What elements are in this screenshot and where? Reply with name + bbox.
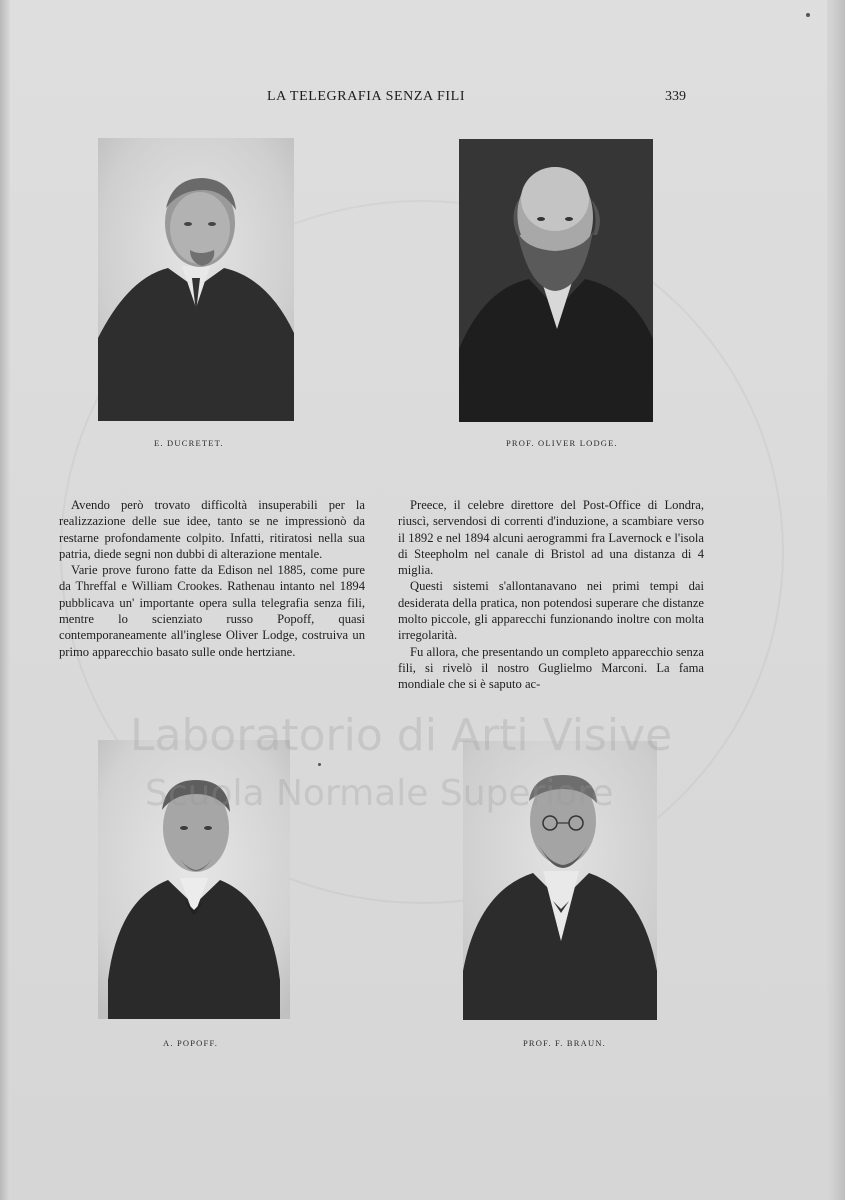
paragraph: Varie prove furono fatte da Edison nel 1885, come pure da Threffal e William Crookes. Rathenau intanto nel 1894 pubblicava un' importante opera sulla telegrafia senza fili, mentre lo scienziato russo Popoff, quasi contemporaneamente all'inglese Oliver Lodge, costruiva un primo apparecchio basato sulle onde hertziane. <box>59 563 365 659</box>
paragraph: Preece, il celebre direttore del Post-Office di Londra, riuscì, servendosi di correnti d'induzione, a scambiare verso il 1892 e nel 1894 alcuni aerogrammi fra Lavernock e l'isola di Steepholm nel canale di Bristol ad una distanza di 4 miglia. <box>398 498 704 578</box>
paper-speck <box>806 13 810 17</box>
portrait-ducretet <box>98 138 294 421</box>
paragraph: Fu allora, che presentando un completo apparecchio senza fili, si rivelò il nostro Guglielmo Marconi. La fama mondiale che si è saputo ac- <box>398 644 704 692</box>
caption-ducretet: E. DUCRETET. <box>154 438 224 448</box>
running-header-title: LA TELEGRAFIA SENZA FILI <box>267 89 466 104</box>
paragraph: Avendo però trovato difficoltà insuperabili per la realizzazione delle sue idee, tanto se ne impressionò da restarne profondamente colpito. Infatti, ritiratosi nella sua patria, diede segni non dubbi di alterazione mentale. <box>59 498 365 561</box>
caption-braun: PROF. F. BRAUN. <box>523 1038 607 1048</box>
watermark-text: Laboratorio di Arti Visive <box>130 710 673 761</box>
paper-speck <box>318 763 321 766</box>
text-column-left <box>59 497 365 660</box>
page-left-edge <box>0 0 10 1200</box>
text-column-right <box>398 497 704 693</box>
watermark-text: Scuola Normale Superiore <box>145 773 614 814</box>
caption-popoff: A. POPOFF. <box>163 1038 219 1048</box>
page-right-edge <box>827 0 845 1200</box>
portrait-lodge <box>459 139 653 422</box>
paragraph: Questi sistemi s'allontanavano nei primi tempi dai desiderata della pratica, non potendosi superare che distanze molto piccole, gli apparecchi funzionando inoltre con molta irregolarità. <box>398 579 704 643</box>
caption-lodge: PROF. OLIVER LODGE. <box>506 438 618 448</box>
page-number: 339 <box>665 89 686 104</box>
